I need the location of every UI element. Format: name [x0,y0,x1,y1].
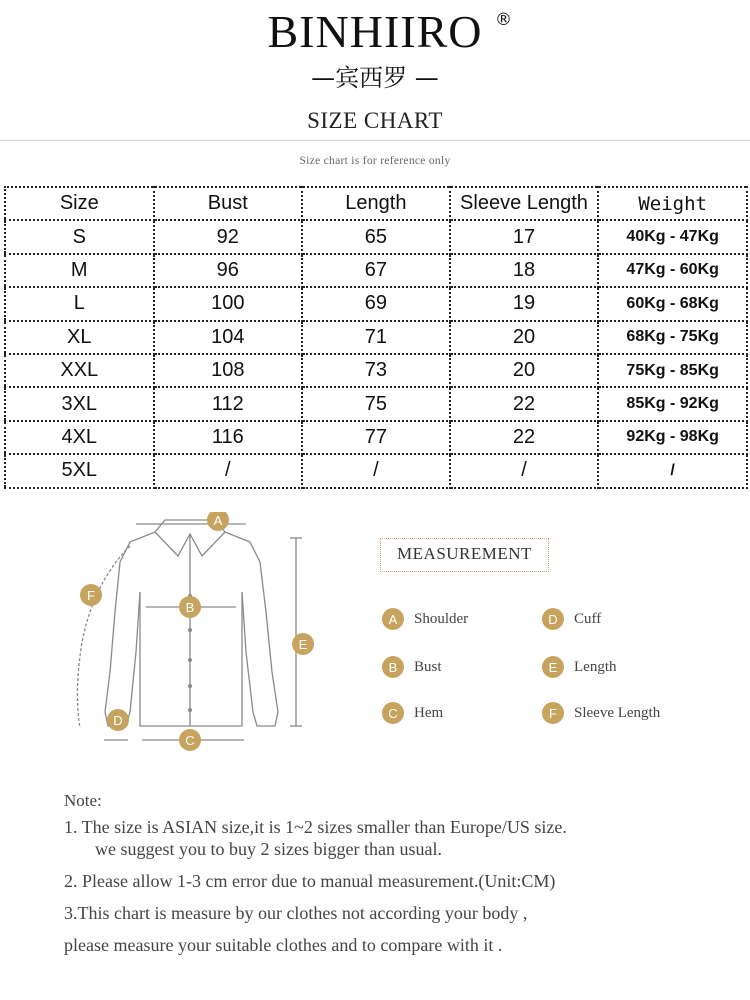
marker-c-icon: C [382,702,404,724]
marker-d-icon: D [542,608,564,630]
brand-logo-text: BINHIIRO [267,6,483,57]
cell-sleeve-length: 22 [450,387,599,420]
marker-a-icon: A [382,608,404,630]
header-size: Size [5,187,154,220]
cell-bust: 108 [154,354,303,387]
cell-bust: 92 [154,220,303,253]
legend-label-bust: Bust [414,658,442,675]
note-3-line-a: 3.This chart is measure by our clothes not according your body , [64,903,528,923]
cell-size: XXL [5,354,154,387]
shirt-measurement-diagram [60,512,325,767]
cell-weight: 85Kg - 92Kg [598,387,747,420]
measurement-title: MEASUREMENT [380,538,549,572]
brand-chinese-name: —宾西罗 — [311,64,439,92]
cell-weight: 92Kg - 98Kg [598,421,747,454]
cell-sleeve-length: / [450,454,599,487]
cell-bust: 104 [154,321,303,354]
legend-item-cuff [542,608,601,630]
legend-item-hem [382,702,443,724]
cell-size: 5XL [5,454,154,487]
marker-b-icon: B [382,656,404,678]
legend-item-sleeve-length [542,702,660,724]
cell-bust: 112 [154,387,303,420]
legend-item-length [542,656,617,678]
cell-sleeve-length: 20 [450,321,599,354]
cell-size: XL [5,321,154,354]
header-weight: Weight [598,187,747,220]
cell-size: L [5,287,154,320]
note-1-line-b: we suggest you to buy 2 sizes bigger than usual. [95,839,442,859]
legend-item-bust [382,656,442,678]
table-row [5,387,747,420]
cell-size: 4XL [5,421,154,454]
cell-length: 75 [302,387,450,420]
size-table [4,186,748,489]
cell-sleeve-length: 22 [450,421,599,454]
cell-bust: 100 [154,287,303,320]
diagram-marker-d-label: D [113,713,123,728]
cell-bust: / [154,454,303,487]
marker-f-icon: F [542,702,564,724]
cell-length: 71 [302,321,450,354]
diagram-marker-a-label: A [213,513,223,528]
legend-label-hem: Hem [414,704,444,721]
cell-length: / [302,454,450,487]
header-bust: Bust [154,187,303,220]
note-3-line-b: please measure your suitable clothes and to compare with it . [64,935,503,955]
cell-bust: 116 [154,421,303,454]
legend-label-shoulder: Shoulder [414,610,469,627]
cell-size: 3XL [5,387,154,420]
cell-length: 67 [302,254,450,287]
cell-sleeve-length: 18 [450,254,599,287]
brand-header [0,6,750,92]
diagram-marker-f-label: F [87,588,95,603]
cell-length: 73 [302,354,450,387]
table-header-row [5,187,747,220]
note-2: 2. Please allow 1-3 cm error due to manual measurement.(Unit:CM) [64,871,556,891]
notes-heading: Note: [64,791,102,810]
cell-length: 77 [302,421,450,454]
header-sleeve-length: Sleeve Length [450,187,599,220]
notes-section [64,788,734,956]
cell-sleeve-length: 20 [450,354,599,387]
registered-mark: ® [495,10,512,30]
cell-weight: 75Kg - 85Kg [598,354,747,387]
cell-size: S [5,220,154,253]
diagram-marker-b-label: B [185,600,195,615]
legend-label-cuff: Cuff [574,610,602,627]
cell-weight: 40Kg - 47Kg [598,220,747,253]
table-row [5,321,747,354]
legend-item-shoulder [382,608,468,630]
note-1-line-a: 1. The size is ASIAN size,it is 1~2 sizes smaller than Europe/US size. [64,817,567,837]
cell-sleeve-length: 17 [450,220,599,253]
legend-label-length: Length [574,658,617,675]
legend-label-sleeve-length: Sleeve Length [574,704,661,721]
marker-e-icon: E [542,656,564,678]
cell-length: 69 [302,287,450,320]
reference-note: Size chart is for reference only [299,155,451,167]
cell-bust: 96 [154,254,303,287]
diagram-marker-c-label: C [185,733,195,748]
table-row [5,254,747,287]
cell-weight: 47Kg - 60Kg [598,254,747,287]
cell-sleeve-length: 19 [450,287,599,320]
cell-length: 65 [302,220,450,253]
cell-weight: 68Kg - 75Kg [598,321,747,354]
table-row [5,454,747,487]
table-row [5,421,747,454]
cell-weight: 60Kg - 68Kg [598,287,747,320]
table-row [5,287,747,320]
table-row [5,354,747,387]
cell-weight: / [598,454,747,487]
table-row [5,220,747,253]
table-body [5,220,747,487]
cell-size: M [5,254,154,287]
diagram-marker-e-label: E [298,637,308,652]
header-length: Length [302,187,450,220]
size-chart-title: SIZE CHART [307,108,443,133]
title-divider [0,140,750,141]
